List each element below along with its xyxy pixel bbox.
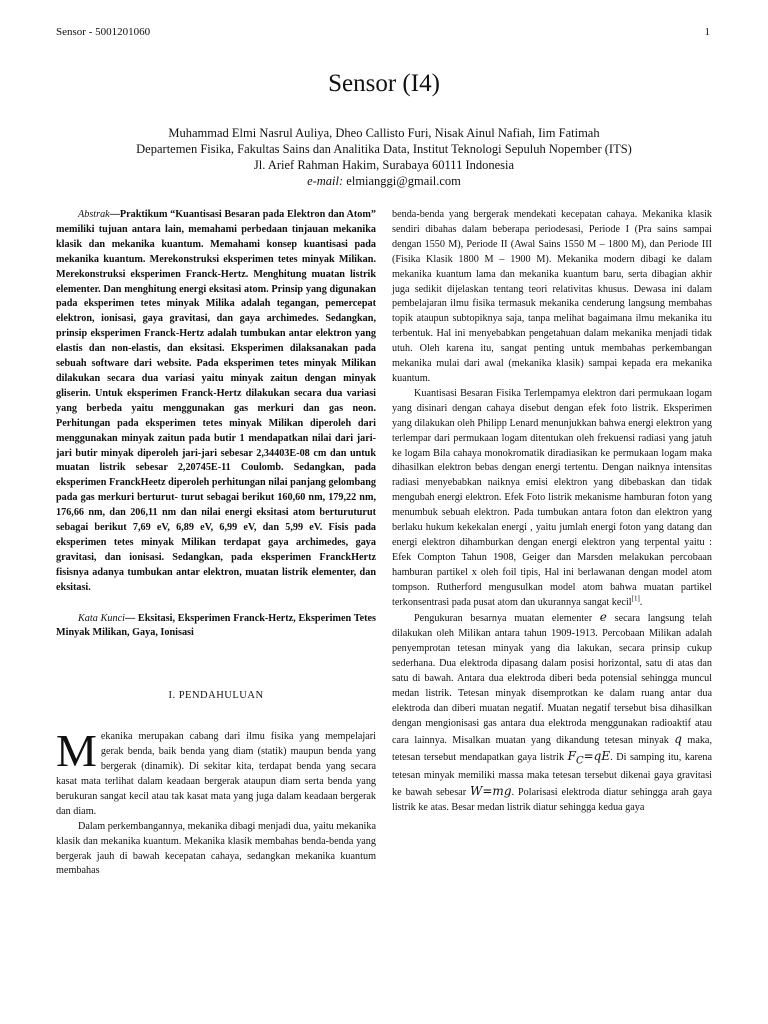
abstract — [56, 208, 376, 596]
equation-fc — [567, 748, 611, 767]
fc-f: F — [567, 748, 576, 763]
p3-c: maka, tetesan tersebut mendapatkan gaya listrik — [392, 734, 712, 763]
abstract-text: —Praktikum “Kuantisasi Besaran pada Elektron dan Atom” memiliki tujuan antara lain, memahami perbedaan tinjauan mekanika klasik dan mekanika kuantum. Memahami konsep kuantisasi pada mekanika kuantum. Merekonstruksi eksperimen tetes minyak Milikan. Merekonstruksi eksperimen Franck-Hertz. Menghitung muatan listrik elementer. Dan menghitung energi eksitasi atom. Prinsip yang digunakan pada eksperimen tetes minyak Milika adalah tegangan, pemercepat elektron, ionisasi, gaya gravitasi, dan gaya archimedes. Sedangkan, prinsip eksperimen Franck-Hertz adalah tumbukan antar elektron yang elastis dan non-elastis, dan eksitasi. Eksperimen dilaksanakan pada sebuah software dari website. Pada eksperimen tetes minyak Milikan dilakukan secara dua variasi yaitu minyak zaitun dengan minyak gliserin. Untuk eksperimen Franck-Hertz dilakukan secara dua variasi yang berbeda yaitu menggunakan gas merkuri dan gas neon. Perhitungan pada eksperimen tetes minyak Milikan diperoleh dari menggunakan minyak zaitun pada butir 1 mendapatkan nilai dari jari-jari butir minyak diperoleh jari-jari sebesar 2,34403E-08 cm dan untuk muatan listrik sebesar 2,20745E-11 Coulomb. Sedangkan, pada eksperimen FranckHeetz diperoleh perhitungan nilai panjang gelombang pada gas merkuri berturut- turut sebagai berikut 160,60 nm, 179,22 nm, 176,66 nm, dan 206,11 nm dan nilai energi eksitasi atom berturuturut sebagai berikut 7,69 eV, 6,89 eV, 6,99 eV, dan 5,99 eV. Fisis pada eksperimen tetes minyak Milikan terdapat gaya archimedes, gaya gravitasi, dan ionisasi. Sedangkan, pada eksperimen FranckHertz fisisnya adanya tumbukan antar elektron, muatan listrik elementer, dan eksitasi. — [56, 209, 376, 593]
header-left: Sensor - 5001201060 — [56, 26, 151, 38]
dropcap: M — [56, 725, 97, 777]
paper-title: Sensor (I4) — [328, 70, 440, 97]
fc-sub: C — [575, 755, 584, 767]
email-label: e-mail: — [307, 174, 344, 188]
right-p2-end: . — [639, 596, 643, 608]
page-number: 1 — [704, 26, 710, 38]
p3-e: . Polarisasi elektroda diatur sehingga arah gaya listrik ke atas. Besar medan listrik diatur sehingga kedua gaya — [392, 786, 712, 813]
right-paragraph-1: benda-benda yang bergerak mendekati kecepatan cahaya. Mekanika klasik sendiri dibahas dalam beberapa periodesasi, Periode I (Pra sains sampai dengan 1550 M), Periode II (Awal Sains 1550 M – 1800 M), dan Periode III (Fisika Klasik 1800 M – 1900 M). Mekanika modern dibagi ke dalam mekanika kuantum lama dan mekanika kuantum baru, serta dibagian akhir juga sedikit dijelaskan tentang teori relativitas khusus. Dewasa ini dalam pembelajaran ilmu fisika termasuk mekanika cenderung langsung membahas topik ataupun subtopiknya saja, tanpa melihat bagaimana ilmu mekanika itu terbentuk. Hal ini menyebabkan pengetahuan dalam mekanika menjadi tidak utuh. Oleh karena itu, sangat penting untuk membahas perkembangan mekanika mulai dari awal (mekanika klasik) sampai kepada era mekanika kuantum. — [392, 209, 712, 384]
author-email-line — [0, 173, 768, 189]
right-p2-text: Kuantisasi Besaran Fisika Terlempamya elektron dari permukaan logam yang disinari dengan cahaya disebut dengan efek foto listrik. Eksperimen yang dilakukan oleh Philipp Lenard menunjukkan bahwa energi elektron yang terlempar dari permukaan logam ditentukan oleh frekuensi radiasi yang jatuh ke logam Bila cahaya monokromatik diradiasikan ke permukaan logam maka dihasilkan elektron bebas dengan energi tertentu. Dengan naiknya intensitas radiasi menyebabkan naiknya emisi elektron yang dibebaskan dan tidak mengubah energi elektron. Efek Foto listrik mekanisme hamburan foton yang menumbuk sebuah elektron. Pada tumbukan antara foton dan elektron yang berlaku hukum kekekalan energi , yaitu jumlah energi foton yang datang dan energi elektron dihamburkan dengan energi elektron yang terpental yaitu : Efek Compton Tahun 1908, Geiger dan Marsden melakukan percobaan hamburan partikel x oleh foil tipis, Hal ini berlawanan dengan model atom tompson. Rutherford mengusulkan model atom bahwa muatan partikel terkonsentrasi pada pusat atom dan ukurannya sangat kecil — [392, 387, 712, 608]
keywords-lead: Kata Kunci — [78, 612, 125, 624]
keywords — [56, 612, 376, 642]
intro-paragraph-1 — [56, 725, 376, 819]
intro-p1-text: ekanika merupakan cabang dari ilmu fisika yang mempelajari gerak benda, baik benda yang diam (statik) maupun benda yang bergerak (dinamik). Di sekitar kita, terdapat benda yang secara kasat mata terlihat dalam keadaan bergerak ataupun diam serta benda yang berukuran sangat kecil atau tak kasat mata yang juga dalam keadaan bergerak dan diam. — [56, 731, 376, 817]
fc-rhs: =qE — [583, 748, 611, 763]
symbol-q: q — [674, 731, 682, 746]
author-address: Jl. Arief Rahman Hakim, Surabaya 60111 Indonesia — [253, 158, 515, 172]
p3-a: Pengukuran besarnya muatan elementer — [414, 613, 593, 625]
keywords-text: — Eksitasi, Eksperimen Franck-Hertz, Eksperimen Tetes Minyak Milikan, Gaya, Ionisasi — [56, 612, 376, 639]
running-header — [56, 26, 710, 38]
right-paragraph-3 — [392, 610, 712, 815]
abstract-lead: Abstrak — [78, 209, 110, 220]
section-heading: I. PENDAHULUAN — [168, 690, 264, 702]
right-column — [392, 208, 712, 816]
citation-ref: [1] — [631, 594, 640, 603]
author-affiliation: Departemen Fisika, Fakultas Sains dan Analitika Data, Institut Teknologi Sepuluh Nopember (ITS) — [136, 142, 632, 156]
right-paragraph-2 — [392, 387, 712, 611]
symbol-e: e — [599, 610, 607, 625]
equation-w: W=mg — [470, 783, 512, 798]
author-names: Muhammad Elmi Nasrul Auliya, Dheo Callisto Furi, Nisak Ainul Nafiah, Iim Fatimah — [168, 126, 600, 140]
p3-b: secara langsung telah dilakukan oleh Milikan antara tahun 1909-1913. Percobaan Milikan adalah penyemprotan tetesan minyak yang dia lakukan, secara prinsip cukup sederhana. Dua elektroda dipasang dalam posisi horizontal, satu di atas dan satu di bawah. Antara dua elektroda diberi beda potensial sehingga muncul medan listrik. Tetesan minyak disemprotkan ke dalam ruang antar dua elektroda dan diberi muatan negatif. Muatan negatif tersebut bisa dihasilkan dengan mengionisasi gas antara dua elektroda menggunakan radioaktif atau cara lainnya. Misalkan muatan yang dikandung tetesan minyak — [392, 613, 713, 746]
author-block — [0, 125, 768, 189]
left-column — [56, 208, 376, 879]
p3-d: . Di samping itu, karena tetesan minyak memiliki massa maka tetesan tersebut dikenai gaya gravitasi ke bawah sebesar — [392, 751, 713, 798]
author-email: elmianggi@gmail.com — [346, 174, 461, 188]
intro-paragraph-2: Dalam perkembangannya, mekanika dibagi menjadi dua, yaitu mekanika klasik dan mekanika kuantum. Mekanika klasik membahas benda-benda yang bergerak jauh di bawah kecepatan cahaya, sedangkan mekanika kuantum membahas — [56, 820, 376, 877]
